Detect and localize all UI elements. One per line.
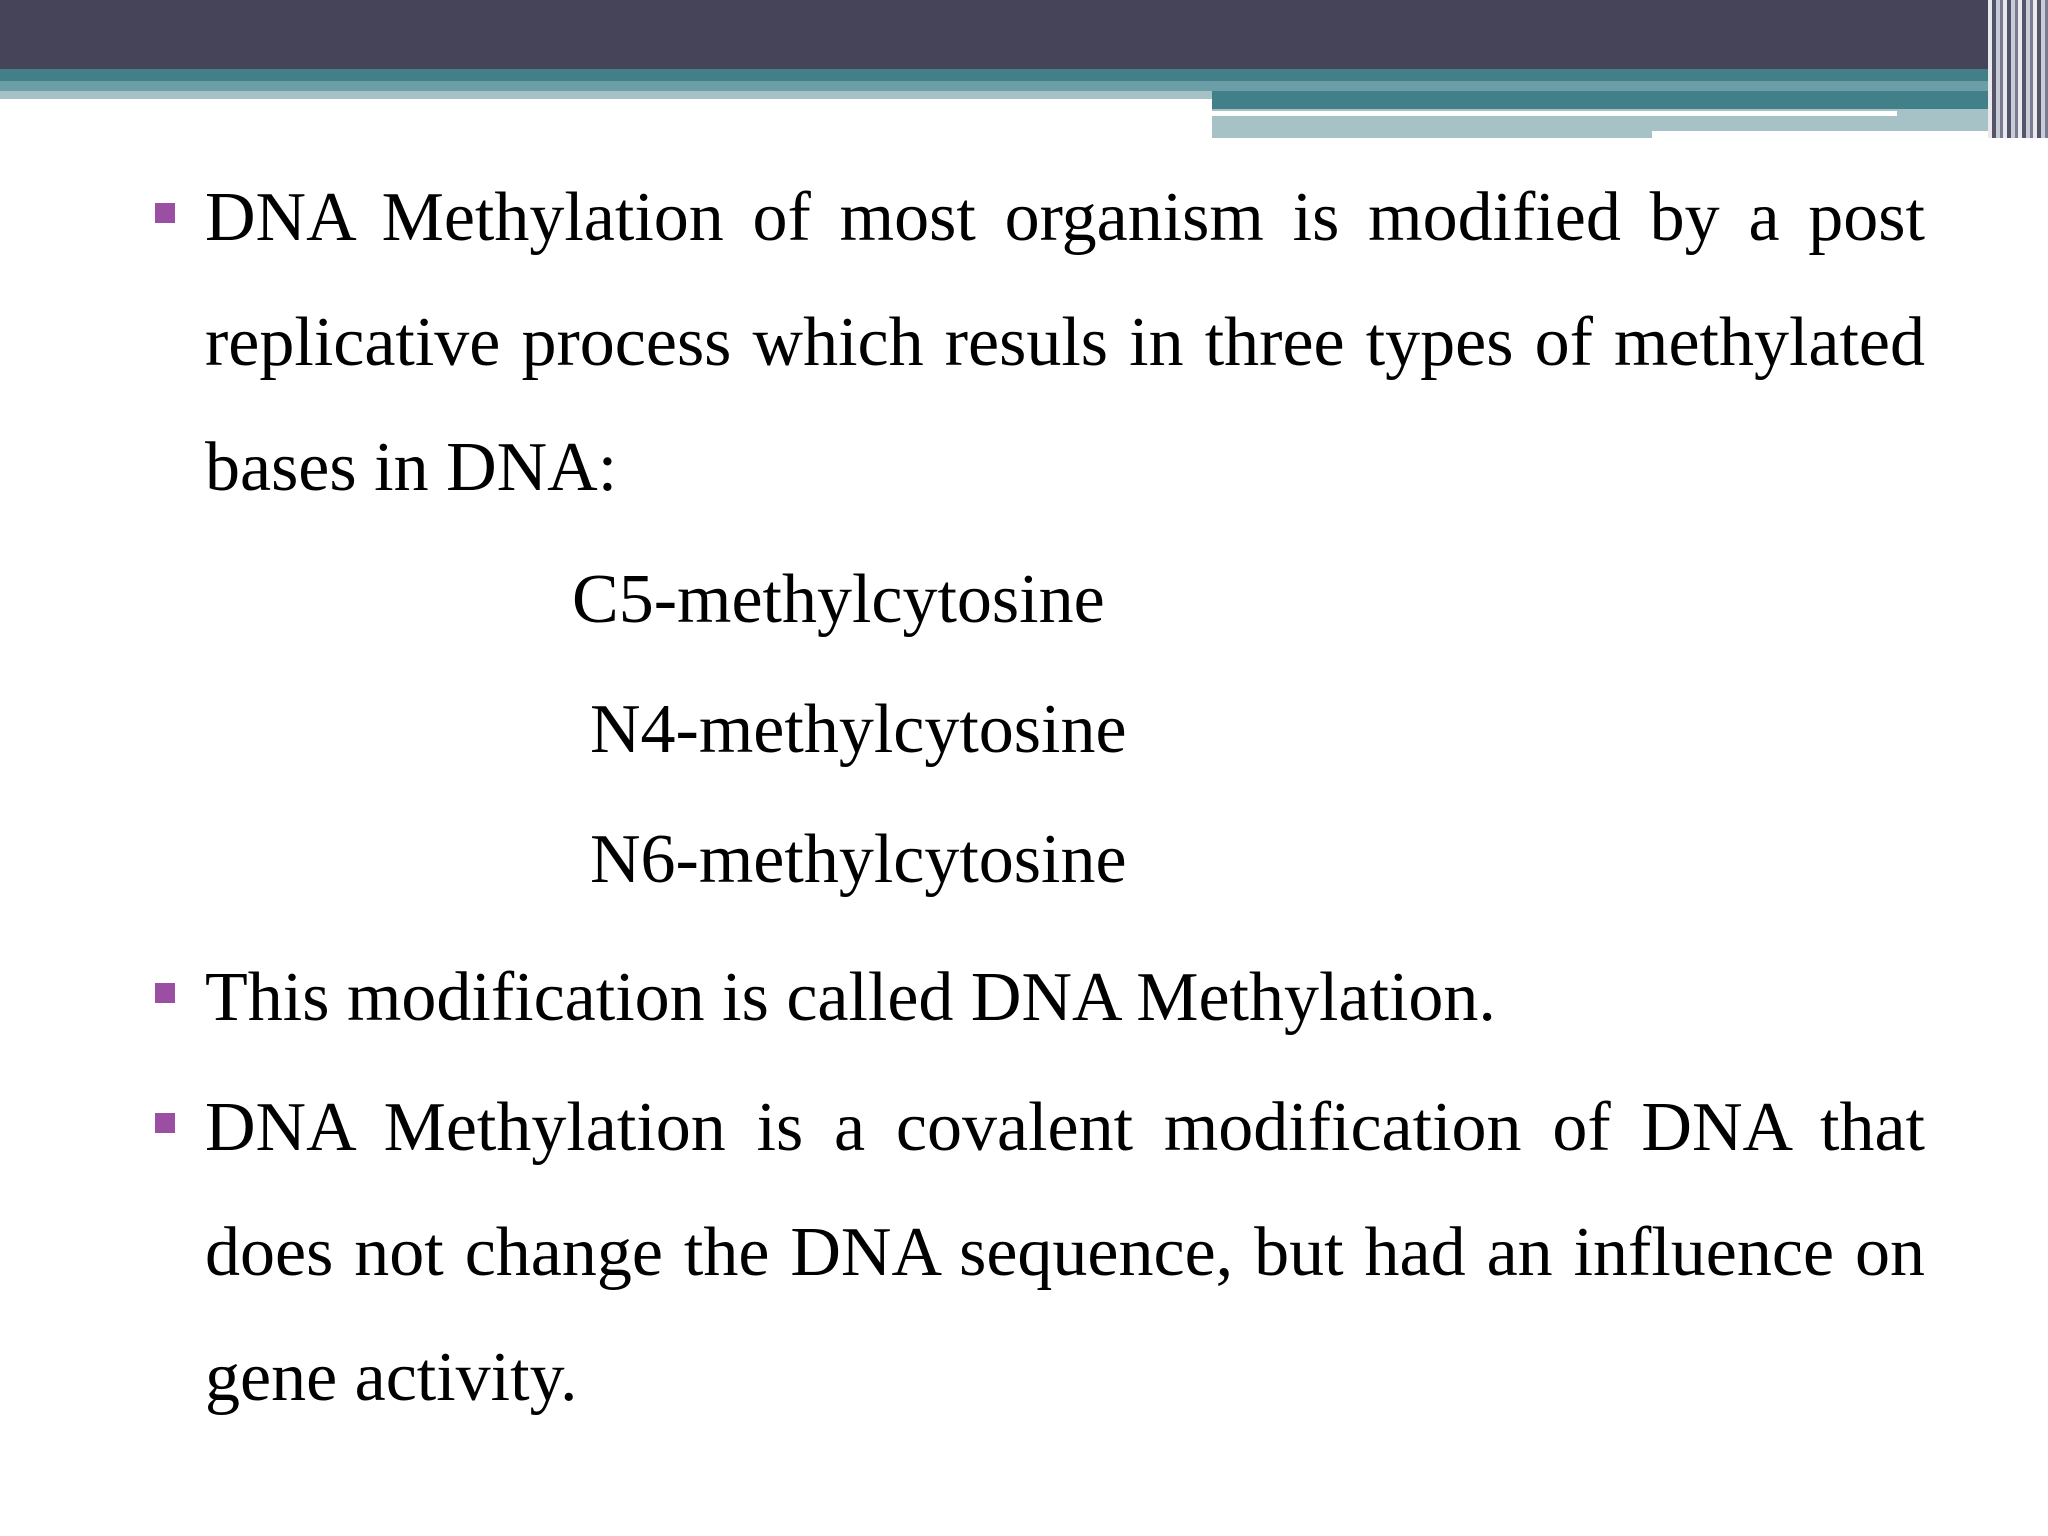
bullet-marker-1: [155, 203, 175, 223]
bullet-text-3: DNA Methylation is a covalent modification of DNA that does not change the DNA sequence, but had an influence on gene activity.: [205, 1089, 1925, 1416]
methylated-base-n6: N6-methylcytosine: [590, 821, 1127, 898]
bullet-text-2: This modification is called DNA Methylation.: [205, 959, 1496, 1036]
bullet-text-1: DNA Methylation of most organism is modified by a post replicative process which resuls in three types of methylated bases in DNA:: [205, 179, 1925, 506]
methylated-base-n4: N4-methylcytosine: [590, 691, 1127, 768]
bullet-marker-3: [155, 1113, 175, 1133]
bullet-marker-2: [155, 983, 175, 1003]
methylated-base-c5: C5-methylcytosine: [572, 561, 1105, 638]
